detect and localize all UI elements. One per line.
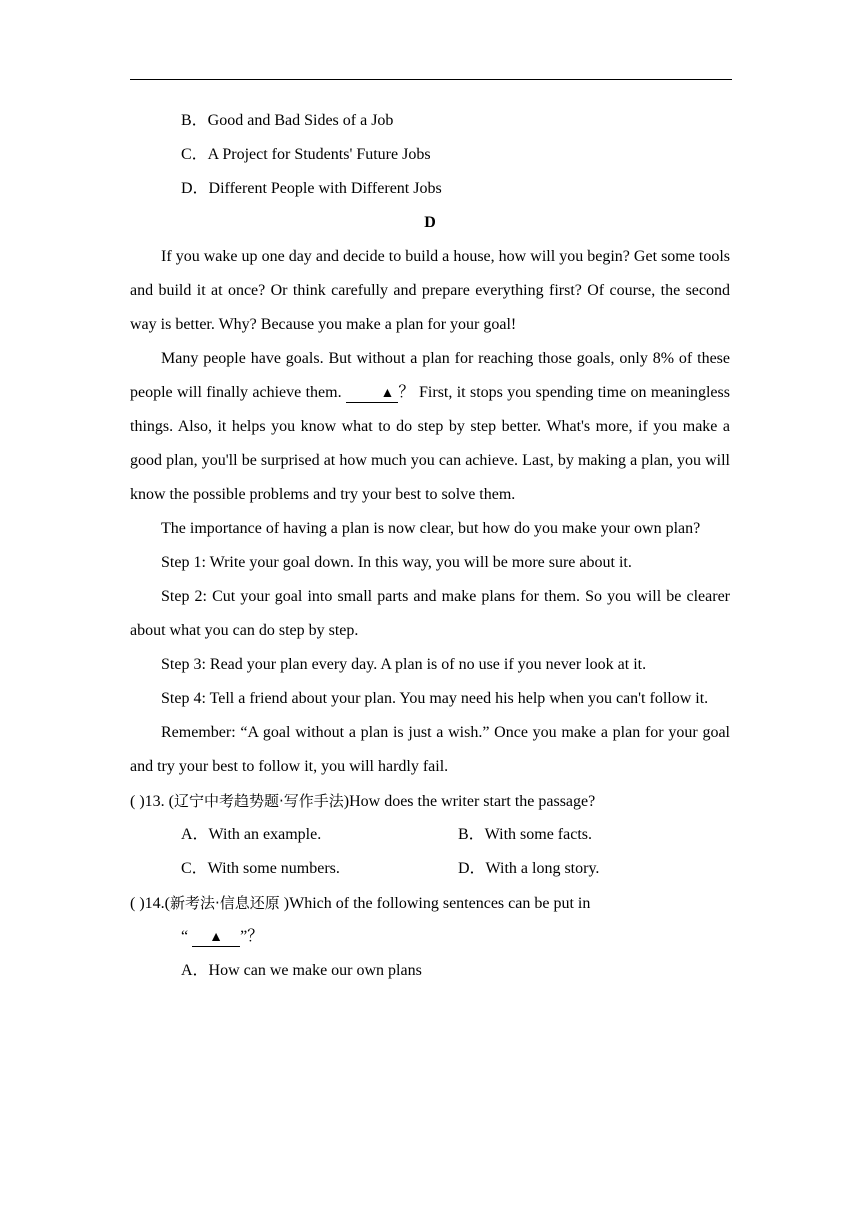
header-rule: [130, 79, 732, 80]
question-13-options-row-1: [130, 818, 730, 852]
paragraph-3: The importance of having a plan is now clear, but how do you make your own plan?: [161, 520, 701, 537]
question-14-stem: )Which of the following sentences can be put in: [279, 895, 591, 912]
question-14-tag: 新考法·信息还原: [169, 894, 280, 912]
paragraph-1: If you wake up one day and decide to build a house, how will you begin? Get some tools and build it at once? Or think carefully and prepare everything first? Of course, the second way is better. Why? Because you make a plan for your goal!: [130, 248, 730, 333]
question-14-blank: [192, 929, 240, 947]
section-title: D: [424, 214, 436, 231]
question-13: [130, 784, 730, 818]
triangle-icon: ▲: [380, 386, 395, 401]
question-13-option-a[interactable]: A．With an example.: [181, 826, 322, 843]
paragraph-step-4: Step 4: Tell a friend about your plan. You may need his help when you can't follow it.: [161, 690, 709, 707]
prev-option-c: C．A Project for Students' Future Jobs: [181, 146, 431, 163]
question-13-stem: )How does the writer start the passage?: [343, 793, 596, 810]
paragraph-step-2: Step 2: Cut your goal into small parts and make plans for them. So you will be clearer about what you can do step by step.: [130, 588, 730, 639]
question-13-options-row-2: [130, 852, 730, 886]
paragraph-step-3: Step 3: Read your plan every day. A plan is of no use if you never look at it.: [161, 656, 647, 673]
question-14-stem-cont: [130, 920, 730, 954]
paragraph-2-before: Many people have goals. But without a plan for reaching those goals, only 8% of these people will finally achieve them.: [130, 350, 730, 401]
prev-option-b: B．Good and Bad Sides of a Job: [181, 112, 394, 129]
question-13-option-b[interactable]: B．With some facts.: [458, 826, 593, 843]
paragraph-2: [130, 342, 730, 512]
document-page: [130, 104, 730, 988]
question-14-prefix: ( )14.(: [130, 895, 170, 912]
question-14: [130, 886, 730, 920]
quote-close: ”？: [240, 928, 264, 945]
question-13-option-c[interactable]: C．With some numbers.: [181, 860, 340, 877]
paragraph-2-after: ？ First, it stops you spending time on meaningless things. Also, it helps you know what to do step by step better. What's more, if you make a good plan, you'll be surprised at how much you can achieve. Last, by making a plan, you will know the possible problems and try your best to solve them.: [130, 384, 730, 503]
triangle-icon: ▲: [209, 930, 224, 945]
question-13-tag: 辽宁中考趋势题·写作手法: [173, 792, 344, 810]
prev-option-d: D．Different People with Different Jobs: [181, 180, 442, 197]
question-13-prefix: ( )13. (: [130, 793, 174, 810]
quote-open: “: [181, 928, 193, 945]
paragraph-remember: Remember: “A goal without a plan is just a wish.” Once you make a plan for your goal and try your best to follow it, you will hardly fail.: [130, 724, 730, 775]
question-14-option-a[interactable]: A．How can we make our own plans: [181, 962, 422, 979]
answer-blank: [346, 385, 398, 403]
question-13-option-d[interactable]: D．With a long story.: [458, 860, 600, 877]
passage: [130, 240, 730, 784]
paragraph-step-1: Step 1: Write your goal down. In this way, you will be more sure about it.: [161, 554, 632, 571]
